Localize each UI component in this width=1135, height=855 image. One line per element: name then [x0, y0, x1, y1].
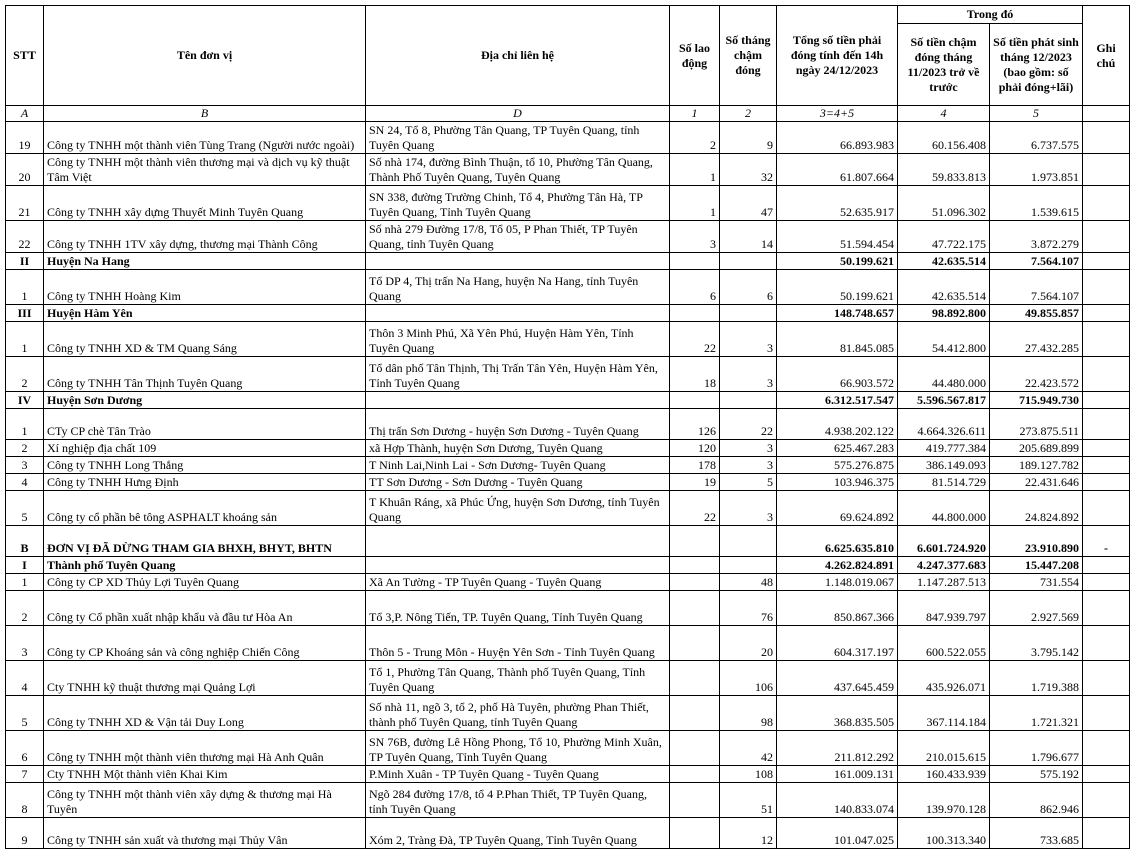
cell-late-amount: 600.522.055 — [898, 626, 990, 661]
cell-stt: 20 — [6, 154, 44, 186]
cell-workers: 3 — [670, 221, 720, 253]
cell-total: 368.835.505 — [777, 696, 898, 731]
cell-late-amount: 847.939.797 — [898, 591, 990, 626]
cell-months-late: 76 — [720, 591, 777, 626]
group-row — [6, 526, 1130, 557]
table-row — [6, 783, 1130, 818]
cell-workers — [670, 253, 720, 270]
cell-workers: 6 — [670, 270, 720, 305]
table-row — [6, 474, 1130, 491]
table-row — [6, 440, 1130, 457]
table-row — [6, 491, 1130, 526]
cell-address: Xóm 2, Tràng Đà, TP Tuyên Quang, Tỉnh Tuyên Quang — [366, 818, 670, 849]
cell-months-late: 22 — [720, 409, 777, 440]
cell-late-amount: 367.114.184 — [898, 696, 990, 731]
cell-workers — [670, 731, 720, 766]
cell-workers — [670, 626, 720, 661]
cell-new-amount: 2.927.569 — [990, 591, 1083, 626]
cell-stt: 1 — [6, 409, 44, 440]
table-row — [6, 457, 1130, 474]
cell-total: 211.812.292 — [777, 731, 898, 766]
cell-address: Thôn 5 - Trung Môn - Huyện Yên Sơn - Tỉnh Tuyên Quang — [366, 626, 670, 661]
cell-workers — [670, 305, 720, 322]
cell-late-amount: 81.514.729 — [898, 474, 990, 491]
cell-months-late: 108 — [720, 766, 777, 783]
col-index-b: B — [44, 106, 366, 122]
table-row — [6, 818, 1130, 849]
group-row — [6, 557, 1130, 574]
cell-unit-name: Công ty TNHH một thành viên Tùng Trang (Người nước ngoài) — [44, 122, 366, 154]
cell-months-late — [720, 557, 777, 574]
table-row — [6, 731, 1130, 766]
cell-stt: 19 — [6, 122, 44, 154]
cell-workers — [670, 766, 720, 783]
cell-stt: 2 — [6, 440, 44, 457]
table-row — [6, 696, 1130, 731]
cell-late-amount: 4.664.326.611 — [898, 409, 990, 440]
table-row — [6, 122, 1130, 154]
header-unit-name: Tên đơn vị — [44, 6, 366, 106]
cell-note — [1083, 696, 1130, 731]
cell-total: 140.833.074 — [777, 783, 898, 818]
header-months-late: Số tháng chậm đóng — [720, 6, 777, 106]
cell-stt: 22 — [6, 221, 44, 253]
cell-note: - — [1083, 526, 1130, 557]
cell-stt: IV — [6, 392, 44, 409]
table-row — [6, 574, 1130, 591]
table-row — [6, 591, 1130, 626]
cell-workers: 18 — [670, 357, 720, 392]
cell-workers — [670, 557, 720, 574]
cell-address — [366, 526, 670, 557]
col-index-d: D — [366, 106, 670, 122]
cell-unit-name: Huyện Na Hang — [44, 253, 366, 270]
cell-months-late: 12 — [720, 818, 777, 849]
cell-note — [1083, 731, 1130, 766]
cell-late-amount: 435.926.071 — [898, 661, 990, 696]
cell-months-late: 51 — [720, 783, 777, 818]
cell-workers: 120 — [670, 440, 720, 457]
cell-note — [1083, 457, 1130, 474]
cell-late-amount: 386.149.093 — [898, 457, 990, 474]
cell-workers — [670, 696, 720, 731]
group-row — [6, 305, 1130, 322]
cell-total: 50.199.621 — [777, 253, 898, 270]
cell-address: Số nhà 279 Đường 17/8, Tổ 05, P Phan Thiết, TP Tuyên Quang, tỉnh Tuyên Quang — [366, 221, 670, 253]
cell-new-amount: 731.554 — [990, 574, 1083, 591]
table-row — [6, 270, 1130, 305]
cell-total: 850.867.366 — [777, 591, 898, 626]
cell-address: Thị trấn Sơn Dương - huyện Sơn Dương - Tuyên Quang — [366, 409, 670, 440]
cell-months-late: 32 — [720, 154, 777, 186]
cell-new-amount: 7.564.107 — [990, 270, 1083, 305]
cell-address: Số nhà 11, ngõ 3, tổ 2, phố Hà Tuyên, phường Phan Thiết, thành phố Tuyên Quang, tỉnh Tuyên Quang — [366, 696, 670, 731]
cell-new-amount: 1.719.388 — [990, 661, 1083, 696]
table-row — [6, 409, 1130, 440]
cell-stt: 1 — [6, 574, 44, 591]
debt-table — [5, 5, 1130, 849]
cell-months-late: 14 — [720, 221, 777, 253]
cell-address: SN 24, Tổ 8, Phường Tân Quang, TP Tuyên Quang, tỉnh Tuyên Quang — [366, 122, 670, 154]
cell-late-amount: 98.892.800 — [898, 305, 990, 322]
cell-new-amount: 3.872.279 — [990, 221, 1083, 253]
table-row — [6, 661, 1130, 696]
cell-address: TT Sơn Dương - Sơn Dương - Tuyên Quang — [366, 474, 670, 491]
cell-new-amount: 715.949.730 — [990, 392, 1083, 409]
cell-new-amount: 1.973.851 — [990, 154, 1083, 186]
cell-new-amount: 1.721.321 — [990, 696, 1083, 731]
cell-stt: 5 — [6, 491, 44, 526]
cell-new-amount: 273.875.511 — [990, 409, 1083, 440]
cell-workers: 19 — [670, 474, 720, 491]
cell-stt: 9 — [6, 818, 44, 849]
cell-stt: 8 — [6, 783, 44, 818]
cell-new-amount: 7.564.107 — [990, 253, 1083, 270]
cell-note — [1083, 253, 1130, 270]
cell-total: 101.047.025 — [777, 818, 898, 849]
cell-address: T Ninh Lai,Ninh Lai - Sơn Dương- Tuyên Quang — [366, 457, 670, 474]
cell-total: 1.148.019.067 — [777, 574, 898, 591]
cell-address: P.Minh Xuân - TP Tuyên Quang - Tuyên Quang — [366, 766, 670, 783]
cell-new-amount: 6.737.575 — [990, 122, 1083, 154]
col-index-5: 5 — [990, 106, 1083, 122]
cell-late-amount: 5.596.567.817 — [898, 392, 990, 409]
cell-new-amount: 24.824.892 — [990, 491, 1083, 526]
cell-stt: 1 — [6, 270, 44, 305]
cell-stt: 2 — [6, 357, 44, 392]
header-late-amount: Số tiền chậm đóng tháng 11/2023 trở về trước — [898, 24, 990, 106]
cell-new-amount: 205.689.899 — [990, 440, 1083, 457]
cell-unit-name: Công ty TNHH XD & Vận tải Duy Long — [44, 696, 366, 731]
header-total: Tổng số tiền phải đóng tính đến 14h ngày 24/12/2023 — [777, 6, 898, 106]
cell-note — [1083, 474, 1130, 491]
cell-unit-name: Công ty TNHH XD & TM Quang Sáng — [44, 322, 366, 357]
cell-late-amount: 47.722.175 — [898, 221, 990, 253]
cell-address: Ngõ 284 đường 17/8, tổ 4 P.Phan Thiết, TP Tuyên Quang, tỉnh Tuyên Quang — [366, 783, 670, 818]
cell-months-late: 106 — [720, 661, 777, 696]
cell-unit-name: Công ty TNHH sản xuất và thương mại Thủy Vân — [44, 818, 366, 849]
header-address: Địa chỉ liên hệ — [366, 6, 670, 106]
cell-address: Tổ 1, Phường Tân Quang, Thành phố Tuyên Quang, Tỉnh Tuyên Quang — [366, 661, 670, 696]
cell-new-amount: 23.910.890 — [990, 526, 1083, 557]
cell-note — [1083, 409, 1130, 440]
cell-unit-name: Công ty TNHH một thành viên thương mại Hà Anh Quân — [44, 731, 366, 766]
cell-unit-name: Công ty TNHH một thành viên xây dựng & thương mại Hà Tuyên — [44, 783, 366, 818]
cell-total: 69.624.892 — [777, 491, 898, 526]
cell-note — [1083, 305, 1130, 322]
cell-late-amount: 54.412.800 — [898, 322, 990, 357]
col-index-1: 1 — [670, 106, 720, 122]
cell-note — [1083, 270, 1130, 305]
cell-note — [1083, 626, 1130, 661]
cell-workers — [670, 783, 720, 818]
cell-note — [1083, 783, 1130, 818]
cell-workers: 22 — [670, 491, 720, 526]
cell-unit-name: Cty TNHH kỹ thuật thương mại Quảng Lợi — [44, 661, 366, 696]
col-index-2: 2 — [720, 106, 777, 122]
cell-unit-name: Công ty TNHH Hoàng Kim — [44, 270, 366, 305]
cell-stt: 7 — [6, 766, 44, 783]
table-row — [6, 322, 1130, 357]
cell-new-amount: 22.423.572 — [990, 357, 1083, 392]
cell-late-amount: 59.833.813 — [898, 154, 990, 186]
cell-months-late: 3 — [720, 491, 777, 526]
cell-workers — [670, 574, 720, 591]
cell-stt: B — [6, 526, 44, 557]
cell-total: 66.893.983 — [777, 122, 898, 154]
cell-new-amount: 189.127.782 — [990, 457, 1083, 474]
cell-note — [1083, 221, 1130, 253]
cell-months-late — [720, 526, 777, 557]
cell-new-amount: 1.539.615 — [990, 186, 1083, 221]
col-index-3: 3=4+5 — [777, 106, 898, 122]
group-row — [6, 392, 1130, 409]
cell-months-late: 47 — [720, 186, 777, 221]
cell-new-amount: 575.192 — [990, 766, 1083, 783]
cell-late-amount: 42.635.514 — [898, 270, 990, 305]
cell-new-amount: 49.855.857 — [990, 305, 1083, 322]
cell-unit-name: Công ty TNHH Hưng Định — [44, 474, 366, 491]
cell-stt: 3 — [6, 626, 44, 661]
column-index-row — [6, 106, 1130, 122]
cell-note — [1083, 557, 1130, 574]
cell-late-amount: 42.635.514 — [898, 253, 990, 270]
table-row — [6, 357, 1130, 392]
cell-total: 437.645.459 — [777, 661, 898, 696]
cell-stt: 1 — [6, 322, 44, 357]
cell-total: 604.317.197 — [777, 626, 898, 661]
cell-address: Thôn 3 Minh Phú, Xã Yên Phú, Huyện Hàm Yên, Tỉnh Tuyên Quang — [366, 322, 670, 357]
group-row — [6, 253, 1130, 270]
cell-total: 575.276.875 — [777, 457, 898, 474]
header-note: Ghi chú — [1083, 6, 1130, 106]
cell-unit-name: Công ty TNHH 1TV xây dựng, thương mại Thành Công — [44, 221, 366, 253]
cell-address — [366, 305, 670, 322]
cell-stt: I — [6, 557, 44, 574]
table-row — [6, 766, 1130, 783]
cell-note — [1083, 122, 1130, 154]
cell-total: 66.903.572 — [777, 357, 898, 392]
cell-new-amount: 27.432.285 — [990, 322, 1083, 357]
cell-address: T Khuân Ráng, xã Phúc Ứng, huyện Sơn Dương, tỉnh Tuyên Quang — [366, 491, 670, 526]
cell-address: xã Hợp Thành, huyện Sơn Dương, Tuyên Quang — [366, 440, 670, 457]
cell-months-late: 6 — [720, 270, 777, 305]
cell-note — [1083, 392, 1130, 409]
cell-months-late: 48 — [720, 574, 777, 591]
cell-unit-name: Công ty TNHH Long Thắng — [44, 457, 366, 474]
cell-address — [366, 392, 670, 409]
cell-months-late — [720, 392, 777, 409]
cell-note — [1083, 322, 1130, 357]
cell-note — [1083, 357, 1130, 392]
header-group: Trong đó — [898, 6, 1083, 24]
cell-note — [1083, 591, 1130, 626]
cell-stt: 5 — [6, 696, 44, 731]
col-index-a: A — [6, 106, 44, 122]
cell-total: 148.748.657 — [777, 305, 898, 322]
cell-workers — [670, 392, 720, 409]
cell-unit-name: Công ty TNHH xây dựng Thuyết Minh Tuyên Quang — [44, 186, 366, 221]
cell-address: Số nhà 174, đường Bình Thuận, tổ 10, Phường Tân Quang, Thành Phố Tuyên Quang, Tuyên Quang — [366, 154, 670, 186]
cell-months-late: 3 — [720, 440, 777, 457]
table-row — [6, 154, 1130, 186]
cell-stt: II — [6, 253, 44, 270]
cell-new-amount: 733.685 — [990, 818, 1083, 849]
cell-months-late: 3 — [720, 357, 777, 392]
col-index-note — [1083, 106, 1130, 122]
header-stt: STT — [6, 6, 44, 106]
cell-stt: 6 — [6, 731, 44, 766]
cell-note — [1083, 440, 1130, 457]
cell-unit-name: Công ty TNHH Tân Thịnh Tuyên Quang — [44, 357, 366, 392]
cell-unit-name: ĐƠN VỊ ĐÃ DỪNG THAM GIA BHXH, BHYT, BHTN — [44, 526, 366, 557]
cell-late-amount: 6.601.724.920 — [898, 526, 990, 557]
header-workers: Số lao động — [670, 6, 720, 106]
cell-new-amount: 22.431.646 — [990, 474, 1083, 491]
cell-total: 103.946.375 — [777, 474, 898, 491]
cell-total: 51.594.454 — [777, 221, 898, 253]
table-row — [6, 221, 1130, 253]
cell-new-amount: 15.447.208 — [990, 557, 1083, 574]
cell-months-late: 98 — [720, 696, 777, 731]
cell-address: Tổ 3,P. Nông Tiến, TP. Tuyên Quang, Tỉnh Tuyên Quang — [366, 591, 670, 626]
cell-note — [1083, 818, 1130, 849]
cell-total: 625.467.283 — [777, 440, 898, 457]
cell-note — [1083, 491, 1130, 526]
cell-unit-name: Công ty CP Khoáng sản và công nghiệp Chiến Công — [44, 626, 366, 661]
cell-late-amount: 4.247.377.683 — [898, 557, 990, 574]
cell-late-amount: 60.156.408 — [898, 122, 990, 154]
cell-note — [1083, 574, 1130, 591]
cell-stt: 4 — [6, 474, 44, 491]
cell-months-late — [720, 305, 777, 322]
cell-total: 52.635.917 — [777, 186, 898, 221]
cell-months-late: 42 — [720, 731, 777, 766]
cell-unit-name: Xí nghiệp địa chất 109 — [44, 440, 366, 457]
cell-total: 4.938.202.122 — [777, 409, 898, 440]
header-new-amount: Số tiền phát sinh tháng 12/2023 (bao gồm: số phải đóng+lãi) — [990, 24, 1083, 106]
cell-late-amount: 139.970.128 — [898, 783, 990, 818]
cell-unit-name: Công ty cổ phần bê tông ASPHALT khoáng sản — [44, 491, 366, 526]
cell-unit-name: Công ty TNHH một thành viên thương mại và dịch vụ kỹ thuật Tâm Việt — [44, 154, 366, 186]
cell-stt: 4 — [6, 661, 44, 696]
cell-note — [1083, 154, 1130, 186]
cell-late-amount: 419.777.384 — [898, 440, 990, 457]
cell-workers: 1 — [670, 186, 720, 221]
cell-late-amount: 210.015.615 — [898, 731, 990, 766]
cell-workers: 126 — [670, 409, 720, 440]
cell-unit-name: Huyện Hàm Yên — [44, 305, 366, 322]
cell-months-late — [720, 253, 777, 270]
cell-unit-name: CTy CP chè Tân Trào — [44, 409, 366, 440]
cell-stt: 21 — [6, 186, 44, 221]
cell-workers: 1 — [670, 154, 720, 186]
cell-address: Xã An Tường - TP Tuyên Quang - Tuyên Quang — [366, 574, 670, 591]
cell-total: 6.312.517.547 — [777, 392, 898, 409]
cell-note — [1083, 661, 1130, 696]
cell-stt: 2 — [6, 591, 44, 626]
cell-workers — [670, 591, 720, 626]
cell-new-amount: 3.795.142 — [990, 626, 1083, 661]
cell-address: SN 338, đường Trường Chinh, Tổ 4, Phường Tân Hà, TP Tuyên Quang, Tỉnh Tuyên Quang — [366, 186, 670, 221]
table-row — [6, 186, 1130, 221]
cell-late-amount: 51.096.302 — [898, 186, 990, 221]
cell-workers — [670, 526, 720, 557]
cell-unit-name: Công ty Cổ phần xuất nhập khẩu và đầu tư Hòa An — [44, 591, 366, 626]
cell-total: 6.625.635.810 — [777, 526, 898, 557]
cell-workers — [670, 818, 720, 849]
cell-months-late: 5 — [720, 474, 777, 491]
cell-months-late: 3 — [720, 457, 777, 474]
cell-unit-name: Huyện Sơn Dương — [44, 392, 366, 409]
cell-address: Tổ dân phố Tân Thịnh, Thị Trấn Tân Yên, Huyện Hàm Yên, Tỉnh Tuyên Quang — [366, 357, 670, 392]
col-index-4: 4 — [898, 106, 990, 122]
cell-workers: 2 — [670, 122, 720, 154]
cell-late-amount: 100.313.340 — [898, 818, 990, 849]
cell-unit-name: Cty TNHH Một thành viên Khai Kim — [44, 766, 366, 783]
cell-note — [1083, 766, 1130, 783]
cell-note — [1083, 186, 1130, 221]
cell-address: SN 76B, đường Lê Hồng Phong, Tổ 10, Phường Minh Xuân, TP Tuyên Quang, Tỉnh Tuyên Quang — [366, 731, 670, 766]
cell-new-amount: 1.796.677 — [990, 731, 1083, 766]
cell-total: 81.845.085 — [777, 322, 898, 357]
cell-months-late: 3 — [720, 322, 777, 357]
cell-workers: 22 — [670, 322, 720, 357]
table-body — [6, 122, 1130, 849]
cell-stt: III — [6, 305, 44, 322]
cell-new-amount: 862.946 — [990, 783, 1083, 818]
cell-total: 50.199.621 — [777, 270, 898, 305]
cell-total: 61.807.664 — [777, 154, 898, 186]
cell-total: 4.262.824.891 — [777, 557, 898, 574]
table-row — [6, 626, 1130, 661]
cell-address — [366, 253, 670, 270]
cell-months-late: 9 — [720, 122, 777, 154]
cell-late-amount: 1.147.287.513 — [898, 574, 990, 591]
cell-unit-name: Công ty CP XD Thủy Lợi Tuyên Quang — [44, 574, 366, 591]
cell-address: Tổ DP 4, Thị trấn Na Hang, huyện Na Hang, tỉnh Tuyên Quang — [366, 270, 670, 305]
cell-address — [366, 557, 670, 574]
cell-stt: 3 — [6, 457, 44, 474]
cell-late-amount: 160.433.939 — [898, 766, 990, 783]
cell-workers: 178 — [670, 457, 720, 474]
cell-workers — [670, 661, 720, 696]
cell-total: 161.009.131 — [777, 766, 898, 783]
cell-late-amount: 44.800.000 — [898, 491, 990, 526]
cell-months-late: 20 — [720, 626, 777, 661]
cell-unit-name: Thành phố Tuyên Quang — [44, 557, 366, 574]
cell-late-amount: 44.480.000 — [898, 357, 990, 392]
